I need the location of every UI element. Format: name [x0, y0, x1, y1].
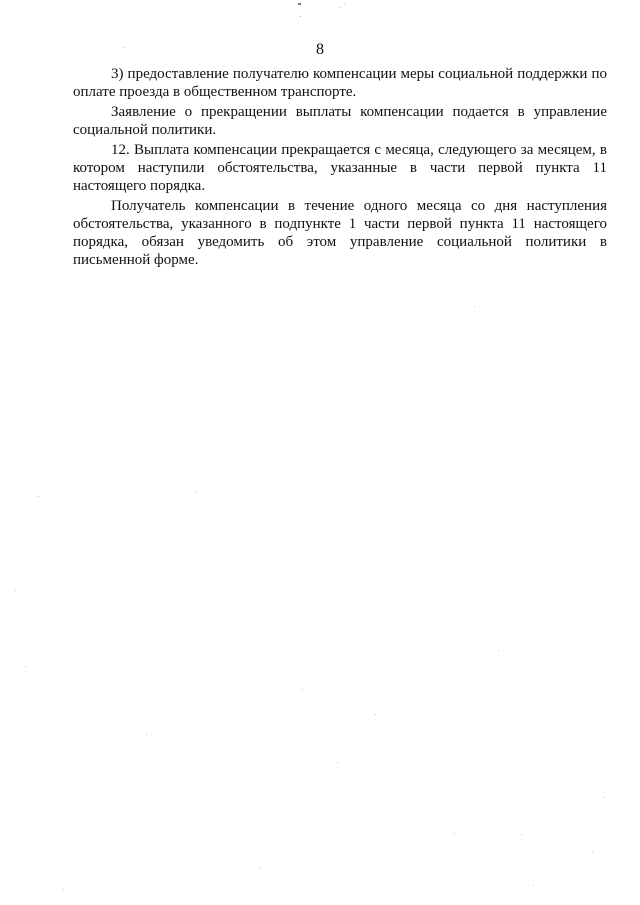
scan-speck	[375, 714, 376, 715]
scan-speck	[300, 16, 301, 17]
scan-speck	[124, 47, 125, 48]
paragraph-recipient-notice: Получатель компенсации в течение одного месяца со дня наступления обстоятельства, указанного в подпункте 1 части первой пункта 11 настоящего порядка, обязан уведомить об этом управление социальной политики в письменной форме.	[73, 198, 607, 268]
scan-speck	[25, 666, 26, 667]
scan-speck	[337, 762, 338, 763]
scan-speck	[302, 689, 303, 690]
scan-speck	[498, 650, 499, 651]
scan-speck	[533, 885, 534, 886]
scan-speck	[63, 889, 64, 890]
scan-speck	[454, 833, 455, 834]
scan-speck	[195, 491, 196, 492]
scan-speck	[521, 834, 522, 835]
paragraph-3: 3) предоставление получателю компенсации меры социальной поддержки по оплате проезда в общественном транспорте.	[73, 66, 607, 100]
scan-speck	[339, 7, 340, 8]
scan-speck	[146, 734, 147, 735]
scan-speck	[298, 3, 301, 5]
scan-speck	[474, 306, 475, 307]
document-body	[73, 65, 607, 271]
scan-speck	[38, 496, 39, 497]
paragraph-12: 12. Выплата компенсации прекращается с месяца, следующего за месяцем, в котором наступили обстоятельства, указанные в части первой пункта 11 настоящего порядка.	[73, 142, 607, 194]
scan-speck	[260, 867, 261, 868]
scan-speck	[15, 590, 16, 591]
scan-speck	[603, 797, 604, 798]
page-number: 8	[316, 41, 324, 58]
scan-speck	[592, 852, 593, 853]
paragraph-application: Заявление о прекращении выплаты компенсации подается в управление социальной политики.	[73, 104, 607, 138]
scan-speck	[344, 4, 345, 5]
